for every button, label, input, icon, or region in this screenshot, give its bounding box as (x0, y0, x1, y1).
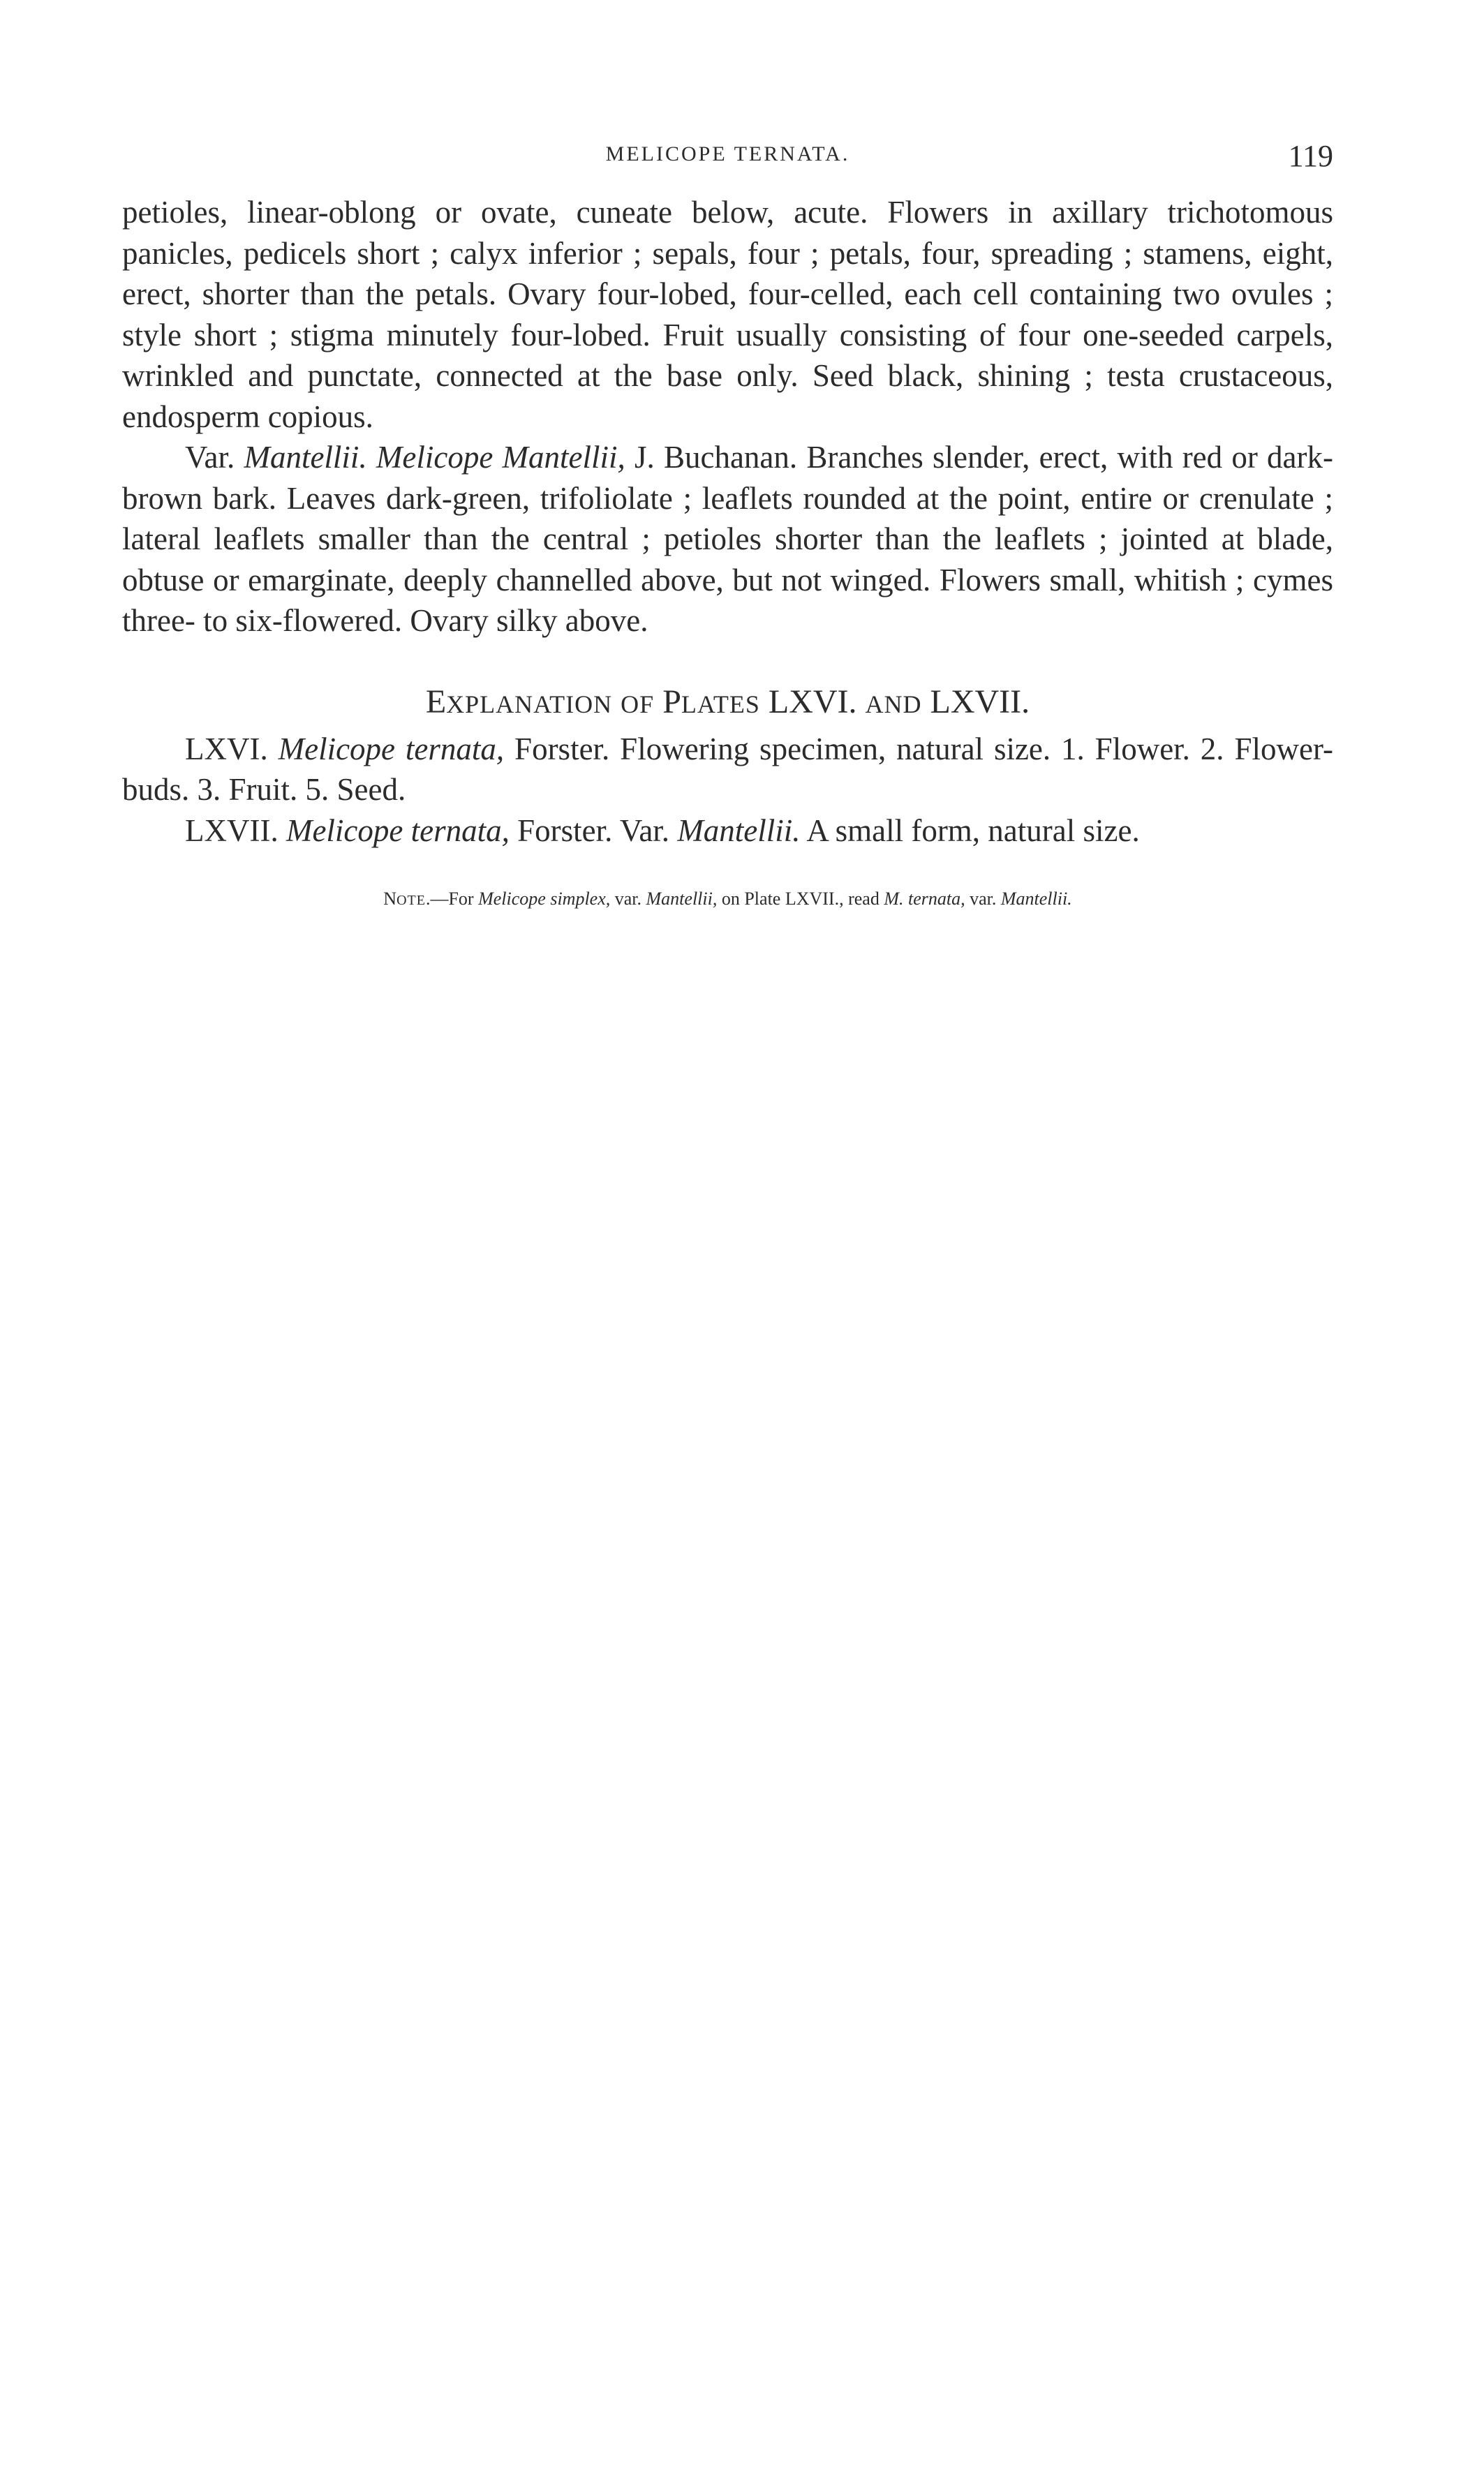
heading-plate2: LXVII. (930, 683, 1030, 720)
plate2-variety: Mantellii. (677, 812, 801, 848)
heading-of: OF (621, 690, 655, 718)
note-dash: .—For (425, 889, 474, 909)
heading-and: AND (865, 690, 922, 718)
page-number: 119 (1288, 139, 1333, 173)
note-ote: OTE (396, 893, 426, 908)
plate2-label: LXVII. (185, 812, 279, 848)
plate1-species: Melicope ternata, (278, 731, 505, 766)
variety-prefix: Var. (185, 440, 235, 475)
note-var2: var. (970, 889, 997, 909)
plates-heading (122, 682, 1333, 725)
heading-e: E (425, 683, 447, 720)
heading-plate1: LXVI. (768, 683, 857, 720)
note-species2: M. ternata, (884, 889, 965, 909)
description-text: petioles, linear-oblong or ovate, cuneate below, acute. Flowers in axillary trichotomous panicles, pedicels short ; calyx inferior ; sepals, four ; petals, four, spreading ; stamens, eight, erect, shorter than the petals. Ovary four-lobed, four-celled, each cell containing two ovules ; style short ; stigma minutely four-lobed. Fruit usually consisting of four one-seeded carpels, wrinkled and punctate, connected at the base only. Seed black, shining ; testa crustaceous, endosperm copious. (122, 195, 1333, 434)
plate1-text: Forster. Flowering specimen, natural size. 1. Flower. 2. Flower-buds. 3. Fruit. 5. Seed. (122, 731, 1334, 807)
note-varname2: Mantellii. (1000, 889, 1072, 909)
plate1-label: LXVI. (185, 731, 268, 766)
note-mid: on Plate LXVII., read (721, 889, 880, 909)
variety-text: J. Buchanan. Branches slender, erect, with red or dark-brown bark. Leaves dark-green, trifoliolate ; leaflets rounded at the point, entire or crenulate ; lateral leaflets smaller than the central ; petioles shorter than the leaflets ; jointed at blade, obtuse or emarginate, deeply channelled above, but not winged. Flowers small, whitish ; cymes three- to six-flowered. Ovary silky above. (122, 440, 1334, 638)
note-varname1: Mantellii, (646, 889, 718, 909)
correction-note (122, 887, 1333, 912)
note-species1: Melicope simplex, (478, 889, 611, 909)
variety-paragraph (122, 437, 1333, 641)
variety-synonym: Melicope Mantellii, (376, 440, 625, 475)
variety-name: Mantellii. (244, 440, 367, 475)
page-body (122, 192, 1333, 912)
plate-lxvi-caption (122, 729, 1333, 810)
heading-lates: LATES (681, 690, 760, 718)
plate2-species: Melicope ternata, (285, 812, 510, 848)
running-head (122, 138, 1333, 180)
note-n: N (383, 889, 397, 909)
plate-lxvii-caption (122, 810, 1333, 852)
plate2-text: A small form, natural size. (806, 812, 1140, 848)
running-title: MELICOPE TERNATA. (605, 142, 850, 165)
heading-xplanation: XPLANATION (446, 690, 613, 718)
note-var1: var. (614, 889, 642, 909)
plate2-mid: Forster. Var. (517, 812, 670, 848)
heading-p: P (662, 683, 681, 720)
description-paragraph (122, 192, 1333, 437)
